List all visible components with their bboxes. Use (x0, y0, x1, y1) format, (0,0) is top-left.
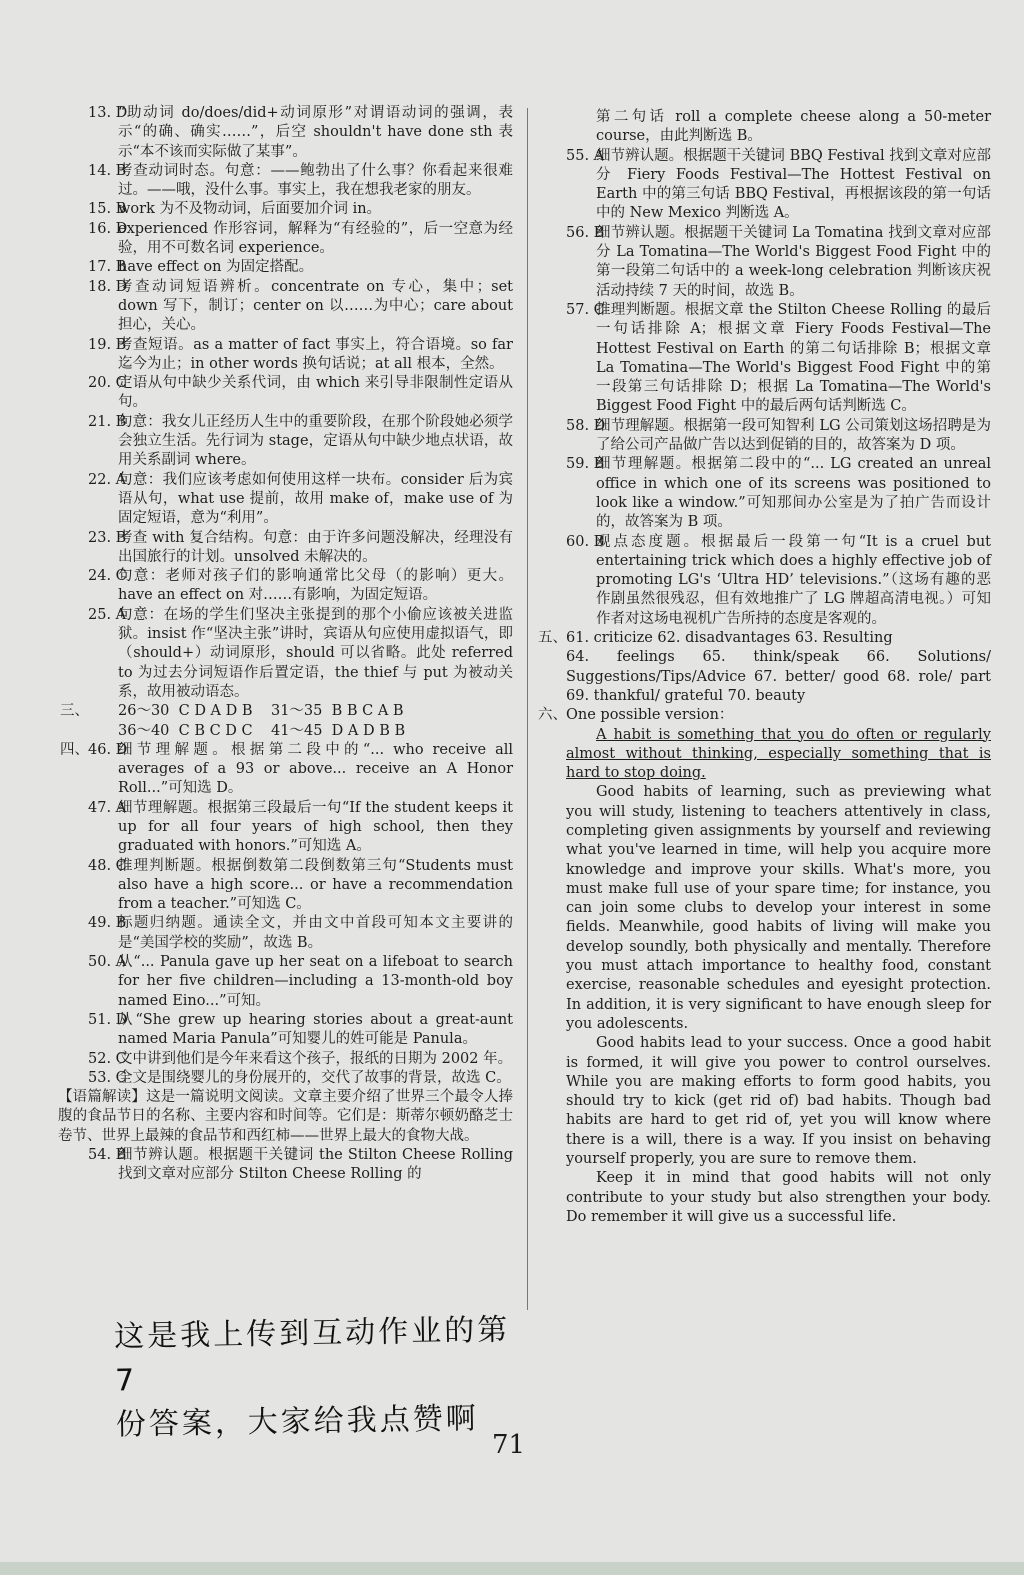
answer-23: 23. B 考查 with 复合结构。句意：由于许多问题没解决，经理没有出国旅行的计划。unsolved 未解决的。 (88, 529, 513, 565)
answer-49: 49. B 标题归纳题。通读全文，并由文中首段可知本文主要讲的是“美国学校的奖励”，故选 B。 (88, 915, 513, 951)
section-6-label: 六、 (538, 707, 567, 724)
answer-53: 53. C 全文是围绕婴儿的身份展开的，交代了故事的背景，故选 C。 (88, 1069, 511, 1086)
answer-13: 13. D “助动词 do/does/did+动词原形”对谓语动词的强调，表示“的确、确实……”，后空 shouldn't have done sth 表示“本不该而实际做了某事”。 (88, 105, 513, 160)
answer-15: 15. B work 为不及物动词，后面要加介词 in。 (88, 201, 382, 218)
answer-20: 20. C 定语从句中缺少关系代词，由 which 来引导非限制性定语从句。 (88, 375, 513, 411)
answer-51: 51. D 从“She grew up hearing stories about a great-aunt named Maria Panula”可知婴儿的姓可能是 Panula。 (88, 1011, 513, 1048)
answer-56: 56. B 细节辨认题。根据题干关键词 La Tomatina 找到文章对应部分 La Tomatina—The World's Biggest Food Fight 中的第一段第二句话中的 a week-long celebration 判断该庆祝活动持续 7 天的时间，故选 B。 (566, 224, 991, 299)
answer-47: 47. A 细节理解题。根据第三段最后一句“If the student keeps it up for all four years of high school, then they graduated with honors.”可知选 A。 (88, 799, 513, 855)
essay-paragraph-2: Good habits lead to your success. Once a good habit is formed, it will give you power to control ourselves. While you are making efforts to form good habits, you should try to kick (get rid of) bad habits. Though bad habits are hard to get rid of, yet you will know where there is a will, there is a way. If you insist on behaving yourself properly, you are sure to remove them. (566, 1035, 991, 1168)
section-4 (60, 741, 513, 799)
section-3-label: 三、 (60, 703, 89, 720)
answer-17: 17. B have effect on 为固定搭配。 (88, 259, 314, 276)
answer-24: 24. C 句意：老师对孩子们的影响通常比父母（的影响）更大。have an effect on 对……有影响，为固定短语。 (88, 568, 513, 604)
answer-59: 59. B 细节理解题。根据第二段中的“... LG created an unreal office in which one of its screens was positioned to look like a window.”可知那间办公室是为了拍广告而设计的，故答案为 B 项。 (566, 456, 991, 531)
column-divider (527, 108, 528, 1310)
essay-paragraph-1: Good habits of learning, such as previewing what you will study, listening to teachers attentively in class, completing given assignments by yourself and reviewing what you've learned in time, will help you acquire more knowledge and improve your skills. What's more, you must make full use of your spare time; for instance, you can join some clubs to develop your interest in some fields. Meanwhile, good habits of living will make you develop soundly, both physically and mentally. Therefore you must attach importance to healthy food, constant exercise, reasonable schedules and eyesight protection. In addition, it is very significant to have enough sleep for you adolescents. (566, 784, 991, 1032)
handwritten-line-2: 份答案，大家给我点赞啊 (115, 1401, 480, 1443)
answer-21: 21. B 句意：我女儿正经历人生中的重要阶段，在那个阶段她必须学会独立生活。先行词为 stage，定语从句中缺少地点状语，故用关系副词 where。 (88, 413, 513, 469)
passage-note: 【语篇解读】这是一篇说明文阅读。文章主要介绍了世界三个最令人捧腹的食品节日的名称、主要内容和时间等。它们是：斯蒂尔顿奶酪芝士卷节、世界上最辣的食品节和西红柿——世界上最大的食物大战。 (58, 1089, 513, 1144)
section-5-answers (538, 629, 991, 706)
answer-52: 52. C 文中讲到他们是今年来看这个孩子，报纸的日期为 2002 年。 (88, 1050, 513, 1067)
section-4-label: 四、 (60, 741, 89, 758)
answer-19: 19. B 考查短语。as a matter of fact 事实上，符合语境。so far 迄今为止；in other words 换句话说；at all 根本，全然。 (88, 336, 513, 372)
handwritten-note (114, 1309, 516, 1448)
answer-55: 55. A 细节辨认题。根据题干关键词 BBQ Festival 找到文章对应部分 Fiery Foods Festival—The Hottest Festival on Earth 中的第三句话 BBQ Festival，再根据该段的第一句话中的 New Mexico 判断选 A。 (566, 147, 991, 222)
section-6 (538, 706, 991, 725)
answer-57: 57. C 推理判断题。根据文章 the Stilton Cheese Rolling 的最后一句话排除 A；根据文章 Fiery Foods Festival—The Hottest Festival on Earth 的第二句话排除 B；根据文章 La Tomatina—The World's Biggest Food Fight 中的第一段第三句话排除 D；根据 La Tomatina—The World's Biggest Food Fight 中的最后两句话判断选 C。 (566, 301, 991, 415)
section-3-answers (60, 702, 513, 741)
essay-definition: A habit is something that you do often or regularly almost without thinking, especially something that is hard to stop doing. (566, 726, 991, 782)
answer-50: 50. A 从“... Panula gave up her seat on a lifeboat to search for her five children—including a 13-month-old boy named Eino...”可知。 (88, 954, 513, 1009)
section-5-line-2: 64. feelings 65. think/speak 66. Solutions/ Suggestions/Tips/Advice 67. better/ good 68. role/ part 69. thankful/ grateful 70. beauty (566, 649, 991, 704)
page-number: 71 (492, 1430, 526, 1460)
handwritten-line-1: 这是我上传到互动作业的第7 (113, 1312, 511, 1399)
answer-22: 22. A 句意：我们应该考虑如何使用这样一块布。consider 后为宾语从句，what use 提前，故用 make of，make use of 为固定短语，意为“利用”。 (88, 471, 513, 527)
answer-60: 60. B 观点态度题。根据最后一段第一句“It is a cruel but entertaining trick which does a highly effective job of promoting LG's ‘Ultra HD’ televisions.”（这场有趣的恶作剧虽然很残忍，但有效地推广了 LG 牌超高清电视。）可知作者对这场电视机广告所持的态度是客观的。 (566, 533, 991, 627)
answer-25: 25. A 句意：在场的学生们坚决主张提到的那个小偷应该被关进监狱。insist 作“坚决主张”讲时，宾语从句应使用虚拟语气，即（should+）动词原形，should 可以省略。此处 referred to 为过去分词短语作后置定语，the thief 与 put 为被动关系，故用被动语态。 (88, 606, 513, 700)
answer-54-continued: 第二句话 roll a complete cheese along a 50-meter course，由此判断选 B。 (596, 109, 991, 145)
section-3-line-1: 26～30 C D A D B 31～35 B B C A B (118, 703, 404, 720)
section-5-line-1: 61. criticize 62. disadvantages 63. Resulting (566, 630, 893, 647)
answer-48: 48. C 推理判断题。根据倒数第二段倒数第三句“Students must also have a high score... or have a recommendation from a teacher.”可知选 C。 (88, 857, 513, 913)
section-5-label: 五、 (538, 630, 567, 647)
answer-58: 58. D 细节理解题。根据第一段可知智利 LG 公司策划这场招聘是为了给公司产品做广告以达到促销的目的，故答案为 D 项。 (566, 417, 991, 454)
answer-18: 18. D 考查动词短语辨析。concentrate on 专心，集中；set down 写下，制订；center on 以……为中心；care about 担心，关心。 (88, 278, 513, 334)
right-column (538, 108, 991, 1227)
essay-paragraph-3: Keep it in mind that good habits will not only contribute to your study but also strengthen your body. Do remember it will give us a successful life. (566, 1170, 991, 1225)
answer-14: 14. B 考查动词时态。句意：——鲍勃出了什么事？你看起来很难过。——哦，没什么事。事实上，我在想我老家的朋友。 (88, 162, 513, 199)
bottom-edge-strip (0, 1562, 1024, 1575)
section-3-line-2: 36～40 C B C D C 41～45 D A D B B (118, 722, 406, 739)
sample-essay-heading: One possible version： (566, 707, 734, 724)
answer-46: 46. D 细节理解题。根据第二段中的“... who receive all averages of a 93 or above... receive an A Honor Roll...”可知选 D。 (88, 741, 513, 797)
answer-54: 54. B 细节辨认题。根据题干关键词 the Stilton Cheese Rolling 找到文章对应部分 Stilton Cheese Rolling 的 (88, 1147, 513, 1183)
left-column (58, 104, 513, 1185)
answer-16: 16. D experienced 作形容词，解释为“有经验的”，后一空意为经验，用不可数名词 experience。 (88, 220, 513, 257)
